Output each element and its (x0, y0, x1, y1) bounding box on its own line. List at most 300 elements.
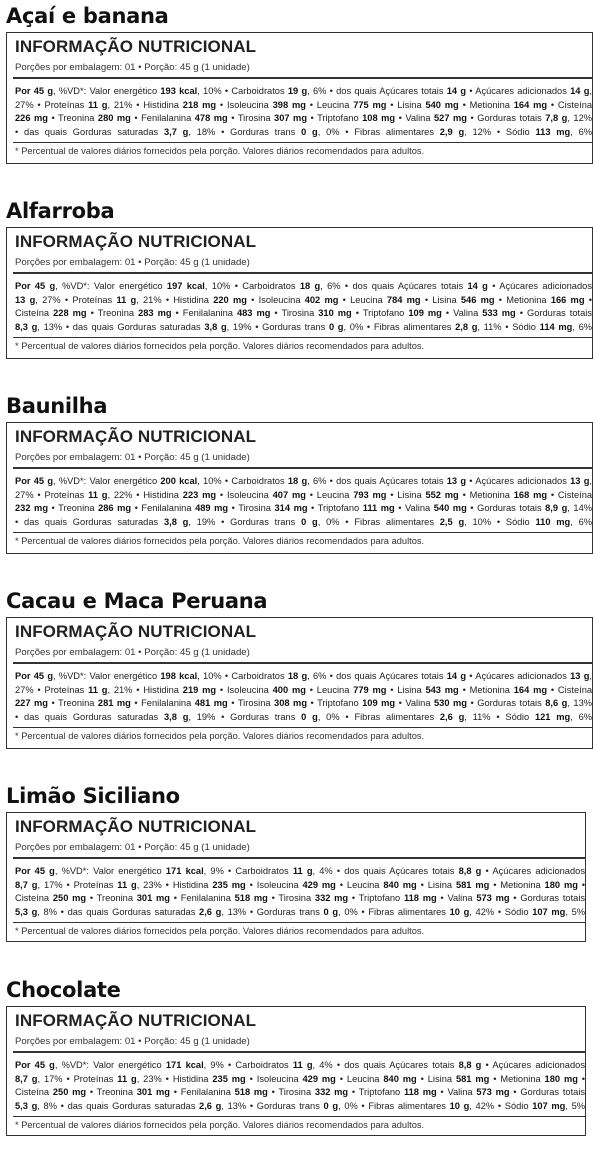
nutrient-text: , 0% • Fibras alimentares (317, 711, 440, 722)
nutrient-text: • Açúcares adicionados (466, 86, 571, 96)
nutrient-line (15, 670, 592, 684)
nutrient-value: 218 mg (182, 99, 217, 110)
nutrient-value: 2,6 g (199, 906, 222, 917)
nutrient-text: , 10% • Carboidratos (197, 86, 288, 96)
nutrient-value: 2,8 g (455, 321, 478, 332)
nutrient-line (15, 502, 592, 516)
nutrition-table (6, 422, 593, 554)
nutrient-value: 280 mg (97, 113, 131, 123)
footnote: * Percentual de valores diários fornecidos pela porção. Valores diários recomendados para adultos. (15, 1120, 425, 1130)
nutrient-value: 310 mg (318, 308, 352, 318)
nutrient-text: , 13% • das quais Gorduras saturadas (37, 321, 205, 332)
nutrient-value: 793 mg (353, 489, 387, 500)
nutrient-value: 8,7 g (15, 1073, 38, 1084)
nutrient-text: , 6% • dos quais Açúcares totais (320, 281, 468, 291)
footnote: * Percentual de valores diários fornecidos pela porção. Valores diários recomendados para adultos. (15, 926, 425, 936)
nutrient-line (15, 684, 592, 698)
nutrient-value: 581 mg (455, 1073, 490, 1084)
nutrient-text: • Isoleucina (246, 294, 305, 305)
nutrient-value: 546 mg (460, 294, 495, 305)
nutrient-value: 114 mg (539, 321, 573, 332)
nutrient-value: 8,3 g (15, 321, 38, 332)
nutrient-text: • Cisteína (547, 489, 592, 500)
nutrient-line (15, 516, 592, 530)
nutrient-line (15, 85, 592, 99)
nutrient-text: • Lisina (420, 294, 461, 305)
divider (13, 1116, 585, 1117)
nutrient-value: 283 mg (138, 308, 172, 318)
nutrient-value: 13 g (15, 294, 36, 305)
nutrient-value: 8,8 g (458, 1060, 482, 1070)
nutrient-text: , 6% • dos quais Açúcares totais (307, 86, 447, 96)
nutrient-text: • das quais Gorduras saturadas (15, 516, 164, 527)
nutrient-value: 11 g (117, 879, 137, 890)
nutrient-values (15, 85, 592, 139)
nutrient-text: • das quais Gorduras saturadas (15, 126, 164, 137)
nutrient-text: • Fenilalanina (130, 698, 195, 708)
nutrient-line (15, 112, 592, 126)
nutrient-text: • Treonina (86, 1087, 137, 1097)
nutrient-text: • Gorduras totais (466, 698, 546, 708)
nutrient-text: , 17% • Proteínas (37, 1073, 118, 1084)
nutrient-text: , 5% (565, 1100, 585, 1111)
nutrient-text: • Açúcares adicionados (481, 866, 585, 876)
nutrient-text: , 13% (567, 698, 592, 708)
nutrient-value: 8,8 g (458, 866, 482, 876)
nutrient-value: 552 mg (425, 489, 459, 500)
nutrient-value: 14 g (467, 281, 488, 291)
nutrient-line (15, 489, 592, 503)
nutrient-text: • Treonina (47, 113, 98, 123)
nutrition-table (6, 32, 593, 164)
nutrient-value: 166 mg (550, 294, 585, 305)
nutrient-text: • Isoleucina (216, 99, 273, 110)
nutrient-value: 301 mg (136, 893, 170, 903)
nutrition-table-title: INFORMAÇÃO NUTRICIONAL (15, 817, 257, 836)
nutrient-text: • Valina (395, 113, 435, 123)
nutrient-text: , %VD*: Valor energético (55, 281, 167, 291)
product-section (0, 782, 593, 944)
nutrient-text: , 21% • Histidina (107, 99, 183, 110)
nutrient-value: 11 g (88, 489, 108, 500)
nutrient-line (15, 280, 592, 294)
nutrient-value: 118 mg (403, 1087, 437, 1097)
product-section (0, 587, 593, 751)
nutrition-table-title: INFORMAÇÃO NUTRICIONAL (15, 622, 257, 641)
nutrient-text: , 19% • Gorduras trans (188, 516, 302, 527)
nutrient-line (15, 294, 592, 308)
nutrient-value: 171 kcal (165, 1060, 204, 1070)
nutrition-table (6, 617, 593, 749)
nutrient-value: 0 g (323, 906, 339, 917)
nutrient-text: • Valina (436, 1087, 477, 1097)
nutrient-text: • Gorduras totais (466, 113, 546, 123)
nutrient-text: • Treonina (86, 308, 139, 318)
nutrient-value: 10 g (449, 906, 470, 917)
nutrient-text: • Gorduras totais (509, 893, 585, 903)
nutrient-value: 111 mg (362, 503, 395, 513)
nutrient-value: 530 mg (434, 698, 467, 708)
product-section (0, 197, 593, 361)
nutrient-text: , 42% • Sódio (469, 906, 533, 917)
portion-info: Porções por embalagem: 01 • Porção: 45 g (1 unidade) (15, 647, 250, 658)
nutrient-value: 228 mg (53, 308, 87, 318)
nutrient-value: 164 mg (513, 99, 548, 110)
nutrient-value: 11 g (88, 99, 108, 110)
nutrient-value: 3,7 g (163, 126, 189, 137)
nutrient-value: 7,8 g (545, 113, 568, 123)
nutrient-value: 14 g (446, 671, 467, 681)
nutrient-text: • (584, 294, 592, 305)
nutrient-text: • (577, 1073, 585, 1084)
nutrient-value: 2,6 g (439, 711, 465, 722)
divider (13, 142, 592, 143)
nutrient-value: 407 mg (272, 489, 306, 500)
divider (13, 467, 592, 469)
nutrient-value: 110 mg (535, 516, 571, 527)
nutrient-text: , 19% • Gorduras trans (188, 711, 302, 722)
product-name: Baunilha (6, 394, 108, 418)
nutrient-value: 779 mg (353, 684, 387, 695)
nutrient-text: • Triptofano (307, 698, 363, 708)
nutrient-text: , 0% • Fibras alimentares (343, 321, 456, 332)
nutrient-value: 483 mg (236, 308, 271, 318)
nutrient-value: 19 g (287, 86, 308, 96)
nutrient-value: 11 g (292, 866, 313, 876)
nutrient-value: 400 mg (272, 684, 306, 695)
nutrient-text: • Metionina (458, 489, 514, 500)
nutrient-value: 13 g (570, 671, 590, 681)
nutrient-text: , 4% • dos quais Açúcares totais (312, 866, 459, 876)
nutrient-text: • Valina (441, 308, 483, 318)
nutrient-text: • Tirosina (228, 503, 275, 513)
nutrient-value: 784 mg (386, 294, 421, 305)
nutrient-text: • Lisina (416, 1073, 456, 1084)
nutrient-text: , (589, 671, 592, 681)
nutrient-text: • Cisteína (547, 99, 592, 110)
nutrient-value: 13 g (570, 476, 590, 486)
nutrient-text: 27% • Proteínas (15, 99, 89, 110)
nutrient-text: , 0% • Fibras alimentares (317, 126, 440, 137)
nutrient-value: 840 mg (383, 879, 417, 890)
nutrient-value: 518 mg (234, 1087, 268, 1097)
nutrient-value: 543 mg (425, 684, 459, 695)
nutrient-value: 332 mg (314, 1087, 349, 1097)
nutrient-line (15, 321, 592, 335)
divider (13, 922, 585, 923)
nutrient-values (15, 670, 592, 724)
nutrient-value: 180 mg (544, 879, 578, 890)
nutrient-value: 121 mg (534, 711, 571, 722)
nutrient-value: 332 mg (314, 893, 349, 903)
nutrient-line (15, 1073, 585, 1087)
divider (13, 272, 592, 274)
nutrient-text: • Isoleucina (245, 879, 303, 890)
nutrient-value: 573 mg (476, 893, 510, 903)
nutrient-text: • Tirosina (267, 1087, 315, 1097)
nutrient-value: 281 mg (97, 698, 131, 708)
nutrient-value: 11 g (117, 1073, 137, 1084)
nutrient-value: 308 mg (274, 698, 308, 708)
nutrient-text: , 18% • Gorduras trans (188, 126, 302, 137)
nutrient-text: , %VD*: Valor energético (54, 866, 166, 876)
nutrient-text: • Lisina (386, 99, 426, 110)
nutrient-value: 113 mg (535, 126, 571, 137)
nutrient-text: , 6% (570, 126, 592, 137)
portion-info: Porções por embalagem: 01 • Porção: 45 g (1 unidade) (15, 62, 250, 73)
nutrient-text: , %VD*: Valor energético (53, 476, 161, 486)
nutrient-value: Por 45 g (15, 86, 53, 96)
portion-info: Porções por embalagem: 01 • Porção: 45 g (1 unidade) (15, 1036, 250, 1047)
footnote: * Percentual de valores diários fornecidos pela porção. Valores diários recomendados para adultos. (15, 731, 425, 741)
nutrition-table-title: INFORMAÇÃO NUTRICIONAL (15, 1011, 257, 1030)
nutrient-text: • Leucina (305, 684, 354, 695)
nutrient-text: • Açúcares adicionados (487, 281, 592, 291)
nutrition-table (6, 227, 593, 359)
nutrient-text: , 6% (570, 711, 592, 722)
footnote: * Percentual de valores diários fornecidos pela porção. Valores diários recomendados para adultos. (15, 536, 425, 546)
nutrient-value: 223 mg (182, 489, 217, 500)
nutrient-text: • Açúcares adicionados (481, 1060, 585, 1070)
nutrient-value: 3,8 g (163, 516, 189, 527)
nutrient-text: • Isoleucina (245, 1073, 303, 1084)
nutrient-text: , 11% • Sódio (477, 321, 540, 332)
nutrient-text: Cisteína (15, 308, 54, 318)
nutrient-text: • Lisina (386, 684, 426, 695)
nutrient-text: , 21% • Histidina (107, 684, 183, 695)
nutrient-text: , (589, 86, 592, 96)
nutrient-values (15, 280, 592, 334)
nutrient-value: 5,3 g (15, 1100, 38, 1111)
nutrient-value: Por 45 g (15, 476, 53, 486)
nutrient-value: 226 mg (15, 113, 48, 123)
nutrient-text: , 42% • Sódio (469, 1100, 533, 1111)
nutrient-text: • Isoleucina (216, 489, 273, 500)
nutrient-text: , %VD*: Valor energético (53, 671, 161, 681)
nutrient-line (15, 1100, 585, 1114)
nutrient-value: 107 mg (532, 1100, 566, 1111)
nutrient-value: 429 mg (302, 879, 336, 890)
nutrient-text: , 21% • Histidina (136, 294, 214, 305)
nutrient-value: 250 mg (52, 1087, 87, 1097)
divider (13, 77, 592, 79)
nutrient-value: 5,3 g (15, 906, 38, 917)
nutrient-value: 8,9 g (545, 503, 568, 513)
nutrient-text: • Lisina (386, 489, 426, 500)
nutrient-text: • Triptofano (348, 1087, 404, 1097)
product-name: Alfarroba (6, 199, 115, 223)
nutrient-text: • Fenilalanina (169, 893, 235, 903)
nutrient-text: • Fenilalanina (131, 503, 196, 513)
nutrient-text: • Fenilalanina (171, 308, 237, 318)
nutrient-text: , 4% • dos quais Açúcares totais (312, 1060, 459, 1070)
nutrient-text: 27% • Proteínas (15, 684, 89, 695)
nutrient-value: 775 mg (353, 99, 387, 110)
nutrient-value: 13 g (446, 476, 467, 486)
nutrient-text: , 9% • Carboidratos (203, 1060, 293, 1070)
nutrient-text: , 10% • Carboidratos (197, 671, 288, 681)
nutrient-text: , 11% • Sódio (464, 711, 535, 722)
nutrient-value: 168 mg (513, 489, 548, 500)
divider (13, 532, 592, 533)
nutrient-text: • Tirosina (267, 893, 315, 903)
nutrient-value: Por 45 g (15, 281, 56, 291)
product-name: Açaí e banana (6, 4, 169, 28)
nutrient-text: • Fenilalanina (130, 113, 195, 123)
nutrient-line (15, 906, 585, 920)
nutrient-text: , %VD*: Valor energético (54, 1060, 166, 1070)
nutrient-value: 198 kcal (160, 671, 198, 681)
nutrient-text: • Treonina (48, 503, 99, 513)
nutrient-text: , 0% • Fibras alimentares (317, 516, 440, 527)
portion-info: Porções por embalagem: 01 • Porção: 45 g (1 unidade) (15, 452, 250, 463)
nutrient-text: • Gorduras totais (515, 308, 592, 318)
nutrient-value: 286 mg (98, 503, 132, 513)
nutrient-line (15, 126, 592, 140)
nutrient-value: 2,6 g (199, 1100, 222, 1111)
nutrient-text: , (589, 476, 592, 486)
nutrient-value: 18 g (287, 671, 308, 681)
nutrient-text: , 6% (572, 321, 592, 332)
nutrient-text: • Metionina (458, 99, 514, 110)
nutrient-value: 197 kcal (166, 281, 205, 291)
nutrient-value: 0 g (301, 126, 318, 137)
nutrient-text: , 23% • Histidina (136, 1073, 213, 1084)
nutrient-text: , 19% • Gorduras trans (226, 321, 329, 332)
nutrient-value: 573 mg (476, 1087, 510, 1097)
portion-info: Porções por embalagem: 01 • Porção: 45 g (1 unidade) (15, 257, 250, 268)
nutrient-line (15, 1059, 585, 1073)
nutrient-value: Por 45 g (15, 671, 53, 681)
nutrient-value: 540 mg (425, 99, 459, 110)
nutrient-values (15, 1059, 585, 1113)
nutrient-text: • Valina (394, 503, 434, 513)
nutrient-text: • Metionina (458, 684, 514, 695)
nutrient-value: 2,9 g (439, 126, 465, 137)
nutrient-text: • Fenilalanina (169, 1087, 235, 1097)
nutrient-values (15, 475, 592, 529)
nutrient-value: 118 mg (403, 893, 437, 903)
nutrient-text: • Isoleucina (216, 684, 273, 695)
nutrient-text: • Cisteína (547, 684, 592, 695)
nutrient-value: 581 mg (455, 879, 490, 890)
nutrient-text: Cisteína (15, 1087, 53, 1097)
nutrient-value: 0 g (301, 711, 318, 722)
nutrient-text: • (577, 879, 585, 890)
nutrition-table (6, 812, 586, 942)
nutrient-value: 219 mg (182, 684, 217, 695)
nutrient-value: 314 mg (274, 503, 308, 513)
nutrient-value: 227 mg (15, 698, 48, 708)
nutrient-text: • Triptofano (307, 503, 363, 513)
nutrient-value: 164 mg (513, 684, 548, 695)
nutrient-value: 402 mg (304, 294, 339, 305)
footnote: * Percentual de valores diários fornecidos pela porção. Valores diários recomendados para adultos. (15, 146, 425, 156)
product-section (0, 2, 593, 166)
nutrient-text: , 10% • Carboidratos (197, 476, 288, 486)
nutrient-text: , %VD*: Valor energético (53, 86, 161, 96)
nutrient-values (15, 865, 585, 919)
nutrient-text: • Leucina (338, 294, 387, 305)
nutrient-value: 11 g (116, 294, 137, 305)
portion-info: Porções por embalagem: 01 • Porção: 45 g (1 unidade) (15, 842, 250, 853)
nutrient-text: , 14% (567, 503, 592, 513)
nutrient-text: , 8% • das quais Gorduras saturadas (37, 906, 200, 917)
nutrient-value: 307 mg (274, 113, 308, 123)
nutrient-value: 527 mg (434, 113, 467, 123)
nutrient-value: 232 mg (15, 503, 48, 513)
nutrient-value: 14 g (570, 86, 590, 96)
nutrient-text: • Gorduras totais (466, 503, 546, 513)
product-name: Limão Siciliano (6, 784, 180, 808)
nutrient-text: • Triptofano (307, 113, 363, 123)
nutrient-text: • Metionina (494, 294, 551, 305)
nutrient-value: Por 45 g (15, 866, 55, 876)
nutrient-text: • Valina (436, 893, 477, 903)
nutrient-text: • Leucina (335, 879, 384, 890)
nutrient-line (15, 1086, 585, 1100)
nutrition-table (6, 1006, 586, 1136)
nutrient-text: , 6% (570, 516, 592, 527)
nutrient-value: 8,7 g (15, 879, 38, 890)
nutrient-value: 18 g (287, 476, 308, 486)
nutrient-value: 518 mg (234, 893, 268, 903)
nutrient-text: Cisteína (15, 893, 53, 903)
nutrition-table-title: INFORMAÇÃO NUTRICIONAL (15, 427, 257, 446)
nutrient-value: 840 mg (383, 1073, 417, 1084)
nutrient-text: • Leucina (305, 489, 354, 500)
nutrient-text: • Valina (395, 698, 435, 708)
nutrient-text: • das quais Gorduras saturadas (15, 711, 164, 722)
nutrient-text: • Gorduras totais (509, 1087, 585, 1097)
nutrient-value: 11 g (88, 684, 108, 695)
divider (13, 662, 592, 664)
nutrient-text: • Treonina (86, 893, 137, 903)
nutrient-value: 8,6 g (545, 698, 568, 708)
nutrient-text: , 0% • Fibras alimentares (338, 906, 450, 917)
nutrient-text: • Triptofano (348, 893, 404, 903)
nutrient-text: , 6% • dos quais Açúcares totais (307, 671, 447, 681)
nutrient-value: 109 mg (362, 698, 396, 708)
nutrient-text: , 0% • Fibras alimentares (338, 1100, 450, 1111)
nutrient-line (15, 307, 592, 321)
nutrient-value: 0 g (328, 321, 344, 332)
nutrient-value: 18 g (299, 281, 321, 291)
nutrient-text: , 10% • Carboidratos (204, 281, 300, 291)
nutrition-table-title: INFORMAÇÃO NUTRICIONAL (15, 232, 257, 251)
nutrient-value: 250 mg (52, 893, 87, 903)
nutrient-text: • Metionina (489, 879, 545, 890)
nutrient-text: • Metionina (489, 1073, 545, 1084)
nutrient-line (15, 879, 585, 893)
nutrient-text: • Tirosina (227, 698, 275, 708)
divider (13, 1051, 585, 1053)
nutrient-text: • Açúcares adicionados (466, 476, 571, 486)
nutrient-text: , 12% • Sódio (464, 126, 536, 137)
nutrient-text: • Treonina (47, 698, 98, 708)
nutrient-value: 171 kcal (165, 866, 204, 876)
nutrient-line (15, 865, 585, 879)
nutrient-value: 0 g (323, 1100, 339, 1111)
nutrient-value: 109 mg (408, 308, 442, 318)
nutrient-value: Por 45 g (15, 1060, 55, 1070)
product-name: Cacau e Maca Peruana (6, 589, 268, 613)
nutrient-line (15, 892, 585, 906)
nutrient-text: • Tirosina (227, 113, 275, 123)
nutrient-text: , 5% (565, 906, 585, 917)
nutrient-text: • Leucina (335, 1073, 384, 1084)
nutrient-text: • Triptofano (351, 308, 409, 318)
